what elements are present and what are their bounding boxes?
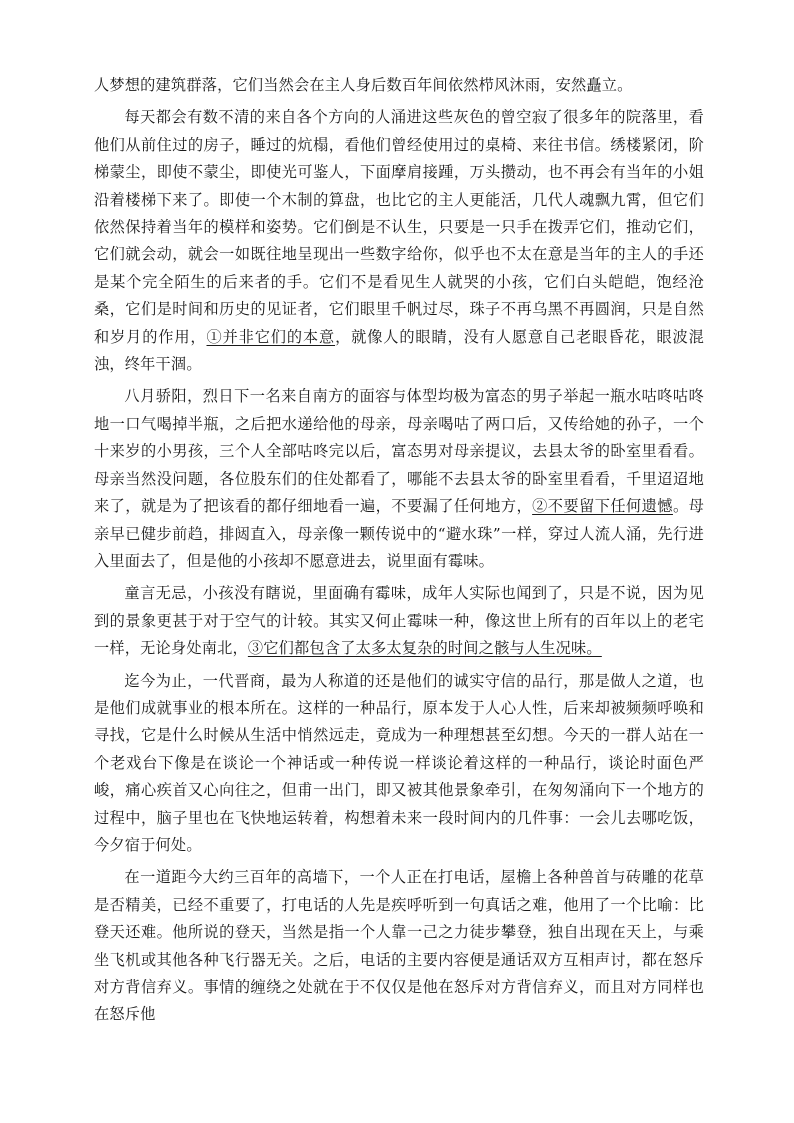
paragraph [94,104,704,378]
paragraph [94,668,704,860]
text-segment: 迄今为止，一代晋商，最为人称道的还是他们的诚实守信的品行，那是做人之道，也是他们成就事业的根本所在。这样的一种品行，原本发于人心人性，后来却被频频呼唤和寻找，它是什么时候从生活中悄然远走，竟成为一种理想甚至幻想。今天的一群人站在一个老戏台下像是在谈论一个神话或一种传说一样谈论着这样的一种品行，谈论时面色严峻，痛心疾首又心向往之，但甫一出门，即又被其他景象牵引，在匆匆涌向下一个地方的过程中，脑子里也在飞快地运转着，构想着未来一段时间内的几件事：一会儿去哪吃饭，今夕宿于何处。 [94,671,704,854]
paragraph [94,72,704,99]
underlined-phrase: ③它们都包含了太多太复杂的时间之骸与人生况味。 [247,639,602,658]
text-segment: 在一道距今大约三百年的高墙下，一个人正在打电话，屋檐上各种兽首与砖雕的花草是否精美，已经不重要了，打电话的人先是疾呼听到一句真话之难，他用了一个比喻：比登天还难。他所说的登天，当然是指一个人靠一己之力徒步攀登，独自出现在天上，与乘坐飞机或其他各种飞行器无关。之后，电话的主要内容便是通话双方互相声讨，都在怒斥对方背信弃义。事情的缠绕之处就在于不仅仅是他在怒斥对方背信弃义，而且对方同样也在怒斥他 [94,868,704,1024]
text-segment: 每天都会有数不清的来自各个方向的人涌进这些灰色的曾空寂了很多年的院落里，看他们从前住过的房子，睡过的炕榻，看他们曾经使用过的桌椅、来往书信。绣楼紧闭，阶梯蒙尘，即使不蒙尘，即使光可鉴人，下面摩肩接踵，万头攒动，也不再会有当年的小姐沿着楼梯下来了。即使一个木制的算盘，也比它的主人更能活，几代人魂飘九霄，但它们依然保持着当年的模样和姿势。它们倒是不认生，只要是一只手在拨弄它们，推动它们，它们就会动，就会一如既往地呈现出一些数字给你，似乎也不太在意是当年的主人的手还是某个完全陌生的后来者的手。它们不是看见生人就哭的小孩，它们白头皑皑，饱经沧桑，它们是时间和历史的见证者，它们眼里千帆过尽，珠子不再乌黑不再圆润，只是自然和岁月的作用， [94,108,704,346]
paragraph [94,864,704,1028]
text-segment: 人梦想的建筑群落，它们当然会在主人身后数百年间依然栉风沐雨，安然矗立。 [94,76,633,94]
text-segment: ，就像人的眼睛，没有人愿意自己老眼昏花，眼波混浊，终年干涸。 [94,327,704,374]
article-body [94,72,704,1034]
text-segment: 八月骄阳，烈日下一名来自南方的面容与体型均极为富态的男子举起一瓶水咕咚咕咚地一口气喝掉半瓶，之后把水递给他的母亲，母亲喝咕了两口后，又传给她的孙子，一个十来岁的小男孩，三个人全部咕咚完以后，富态男对母亲提议，去县太爷的卧室里看看。母亲当然没问题，各位股东们的住处都看了，哪能不去县太爷的卧室里看看，千里迢迢地来了，就是为了把该看的都仔细地看一遍，不要漏了任何地方， [94,387,704,516]
underlined-phrase: ①并非它们的本意 [206,327,336,346]
text-segment: 。母亲早已健步前趋，排闼直入，母亲像一颗传说中的“避水珠”一样，穿过人流人涌，先行进入里面去了，但是他的小孩却不愿意进去，说里面有霉味。 [94,497,704,570]
underlined-phrase: ②不要留下任何遗憾 [532,497,673,516]
paragraph [94,580,704,662]
text-segment: 童言无忌，小孩没有瞎说，里面确有霉味，成年人实际也闻到了，只是不说，因为见到的景象更甚于对于空气的计较。其实又何止霉味一种，像这世上所有的百年以上的老宅一样，无论身处南北， [94,584,704,658]
paragraph [94,383,704,575]
